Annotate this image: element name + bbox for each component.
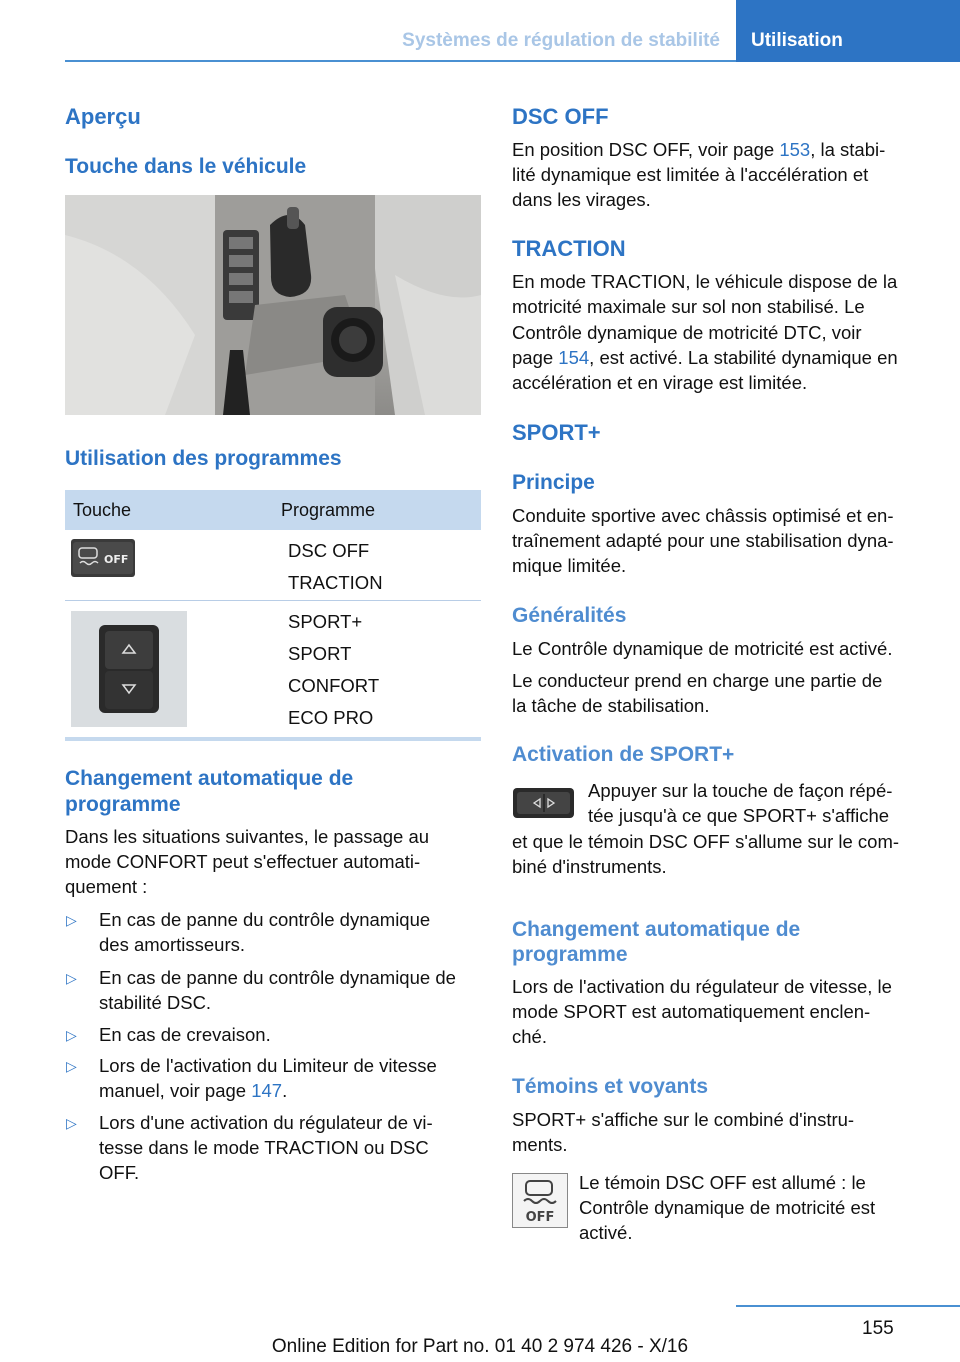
bullet-triangle-icon: ▷ [66,970,77,986]
heading-changement-line2: programme [65,793,181,816]
bullet-3-line1: En cas de crevaison. [99,1024,271,1045]
vehicle-console-photo [65,195,481,415]
rocker-switch-icon [71,611,187,727]
intro-line3: quement : [65,876,148,897]
activation-line4: biné d'instruments. [512,856,667,877]
heading-activation: Activation de SPORT+ [512,743,735,766]
indicator-off-text: OFF [525,1210,555,1225]
bullet-5-line2: tesse dans le mode TRACTION ou DSC [99,1137,429,1158]
principe-line2: traînement adapté pour une stabilisation dyna- [512,530,894,551]
heading-traction: TRACTION [512,236,626,261]
heading-changement-r-line2: programme [512,943,628,966]
console-illustration [65,195,481,415]
footer-rule [736,1305,960,1307]
page-link-153[interactable]: 153 [779,139,811,160]
heading-temoins: Témoins et voyants [512,1075,709,1098]
temoin-line3: activé. [579,1222,633,1243]
bullet-2-line1: En cas de panne du contrôle dynamique de [99,967,456,988]
online-edition-note: Online Edition for Part no. 01 40 2 974 426 - X/16 [271,1336,689,1357]
heading-utilisation-programmes: Utilisation des programmes [65,447,342,470]
activation-line2: tée jusqu'à ce que SPORT+ s'affiche [588,805,890,826]
sport-rocker-button-icon [512,786,575,820]
bullet-5-line1: Lors d'une activation du régulateur de vi- [99,1112,433,1133]
program-confort: CONFORT [288,675,380,696]
bullet-4-line2: manuel, voir page 147. [99,1080,288,1101]
heading-sport-plus: SPORT+ [512,420,601,445]
traction-line1: En mode TRACTION, le véhicule dispose de la [512,271,898,292]
table-header [65,490,481,530]
dsc-off-button-icon [71,539,135,577]
temoins-line1: SPORT+ s'affiche sur le combiné d'instru- [512,1109,855,1130]
program-dsc-off: DSC OFF [288,540,370,561]
traction-line3: Contrôle dynamique de motricité DTC, voir [512,322,862,343]
dscoff-line1: En position DSC OFF, voir page 153, la stabi- [512,139,886,160]
table-row [65,601,481,737]
col-header-programme: Programme [281,499,376,520]
heading-generalites: Généralités [512,604,627,627]
changement-line2: mode SPORT est automatiquement enclen- [512,1001,871,1022]
page-number: 155 [862,1318,894,1339]
heading-principe: Principe [512,471,595,494]
traction-line5: accélération et en virage est limitée. [512,372,808,393]
bullet-1-line1: En cas de panne du contrôle dynamique [99,909,431,930]
bullet-triangle-icon: ▷ [66,1058,77,1074]
activation-line3: et que le témoin DSC OFF s'allume sur le com- [512,831,900,852]
heading-touche: Touche dans le véhicule [65,155,307,178]
generalites-line3: la tâche de stabilisation. [512,695,710,716]
bullet-5-line3: OFF. [99,1162,140,1183]
program-sport-plus: SPORT+ [288,611,363,632]
header-rule [65,60,736,62]
program-table [65,490,481,741]
temoins-line2: ments. [512,1134,568,1155]
activation-line1: Appuyer sur la touche de façon répé- [588,780,893,801]
page-link-154[interactable]: 154 [558,347,590,368]
table-bottom-rule [65,737,481,741]
dsc-off-button-text: OFF [104,553,129,566]
generalites-line2: Le conducteur prend en charge une partie de [512,670,883,691]
temoin-line2: Contrôle dynamique de motricité est [579,1197,876,1218]
bullet-triangle-icon: ▷ [66,1115,77,1131]
chapter-tab[interactable]: Utilisation [736,0,960,62]
section-title: Systèmes de régulation de stabilité [402,30,720,51]
bullet-triangle-icon: ▷ [66,912,77,928]
program-sport: SPORT [288,643,352,664]
heading-changement-r-line1: Changement automatique de [512,918,801,941]
table-row [65,530,481,601]
generalites-line1: Le Contrôle dynamique de motricité est activé. [512,638,893,659]
bullet-2-line2: stabilité DSC. [99,992,212,1013]
dscoff-line2: lité dynamique est limitée à l'accélération et [512,164,869,185]
intro-line1: Dans les situations suivantes, le passage au [65,826,430,847]
bullet-4-line1: Lors de l'activation du Limiteur de vitesse [99,1055,437,1076]
bullet-triangle-icon: ▷ [66,1027,77,1043]
dscoff-line3: dans les virages. [512,189,651,210]
dsc-off-indicator-icon [512,1173,568,1228]
heading-dsc-off: DSC OFF [512,104,609,129]
bullet-1-line2: des amortisseurs. [99,934,245,955]
program-traction: TRACTION [288,572,383,593]
heading-apercu: Aperçu [65,104,141,129]
col-header-touche: Touche [73,499,132,520]
heading-changement-line1: Changement automatique de [65,767,354,790]
traction-line2: motricité maximale sur sol non stabilisé. Le [512,296,865,317]
principe-line3: mique limitée. [512,555,627,576]
changement-line3: ché. [512,1026,547,1047]
program-eco-pro: ECO PRO [288,707,374,728]
temoin-line1: Le témoin DSC OFF est allumé : le [579,1172,866,1193]
intro-line2: mode CONFORT peut s'effectuer automati- [65,851,421,872]
changement-line1: Lors de l'activation du régulateur de vitesse, le [512,976,892,997]
principe-line1: Conduite sportive avec châssis optimisé et en- [512,505,894,526]
page-link-147[interactable]: 147 [251,1080,283,1101]
traction-line4: page 154, est activé. La stabilité dynamique en [512,347,898,368]
